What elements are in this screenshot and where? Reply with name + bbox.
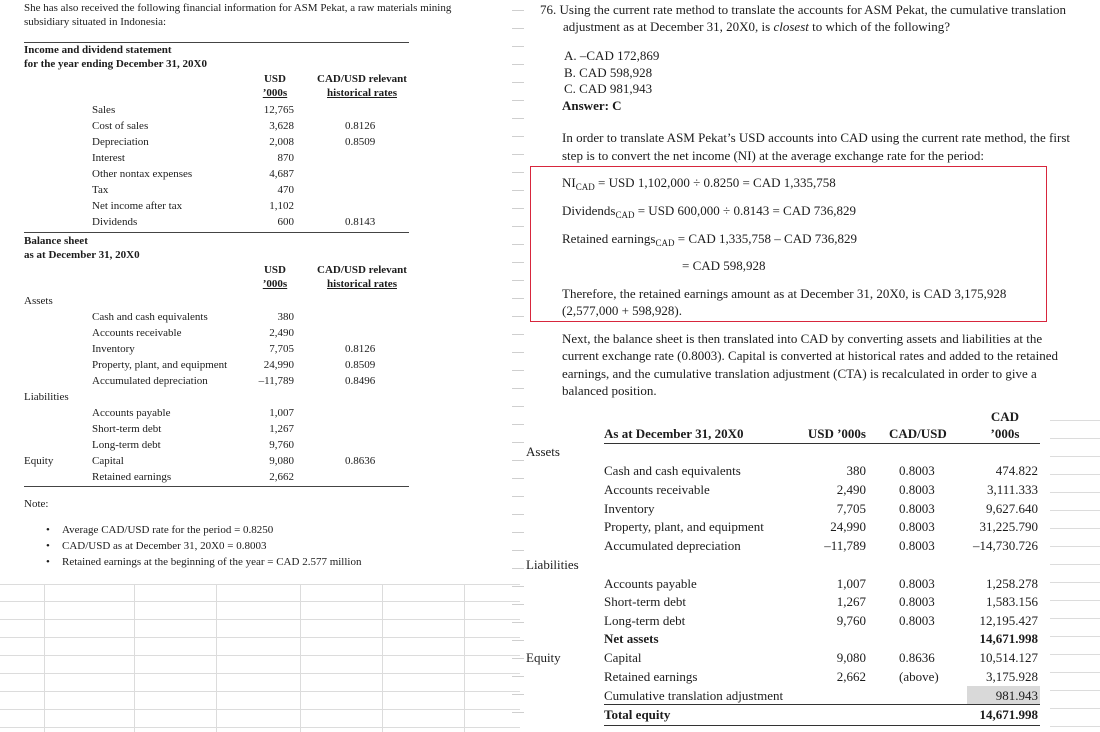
note-label: Note: [24, 498, 49, 510]
formula-result: = CAD 598,928 [682, 258, 766, 273]
table-row-usd: 9,080 [269, 455, 294, 467]
bullet-icon: • [46, 540, 50, 552]
formula-retained: Retained earnings$_{CAD}$ = CAD 1,335,758 – CAD 736,829 [562, 231, 857, 248]
col-cad: CAD [990, 409, 1020, 424]
conclusion-line-2: (2,577,000 + 598,928). [562, 303, 682, 318]
balance-title: Balance sheet [24, 235, 88, 247]
table-row-label: Retained earnings [604, 669, 698, 684]
table-row-usd: 380 [277, 311, 294, 323]
table-row-rate: 0.8003 [899, 463, 935, 478]
intro-line-2: subsidiary situated in Indonesia: [24, 16, 167, 28]
formula-ni: $NI_{CAD}$ = USD 1,102,000 ÷ 0.8250 = CAD 1,335,758 [562, 175, 836, 192]
balance-col-usd-unit: ’000s [262, 278, 288, 290]
table-row-cad: 9,627.640 [986, 501, 1038, 516]
table-row-label: Net income after tax [92, 200, 183, 212]
table-row-label: Accounts payable [604, 576, 697, 591]
table-row-rate: 0.8003 [899, 482, 935, 497]
next-para-line-2: current exchange rate (0.8003). Capital is converted at historical rates and added to the retained [562, 348, 1058, 363]
total-equity-value: 14,671.998 [979, 707, 1038, 722]
table-row-label: Dividends [92, 216, 138, 228]
col-cad-unit: ’000s [990, 426, 1020, 441]
table-row-label: Accounts receivable [92, 327, 182, 339]
table-row-usd: 2,662 [269, 471, 294, 483]
table-row-label: Short-term debt [604, 594, 686, 609]
table-row-rate: 0.8003 [899, 538, 935, 553]
next-para-line-3: earnings, and the cumulative translation adjustment (CTA) is recalculated in order to give a [562, 366, 1037, 381]
table-row-label: Accounts receivable [604, 482, 710, 497]
table-row-usd: 470 [277, 184, 294, 196]
income-title: Income and dividend statement [24, 44, 172, 56]
income-col-usd: USD [263, 73, 286, 85]
table-row-label: Capital [604, 650, 642, 665]
bullet-icon: • [46, 524, 50, 536]
col-usd: USD ’000s [807, 426, 866, 441]
liabilities-label: Liabilities [24, 391, 69, 403]
table-row-rate: 0.8509 [345, 359, 376, 371]
table-row-label: Short-term debt [92, 423, 162, 435]
col-title: As at December 31, 20X0 [604, 426, 744, 441]
equity-label: Equity [24, 455, 54, 467]
table-row-label: Depreciation [92, 136, 149, 148]
table-row-label: Long-term debt [604, 613, 686, 628]
table-row-rate: 0.8509 [345, 136, 376, 148]
table-row-usd: 380 [846, 463, 866, 478]
table-row-label: Inventory [92, 343, 135, 355]
income-col-rate-sub: historical rates [327, 87, 397, 99]
table-row-usd: 9,760 [836, 613, 866, 628]
table-row-usd: 1,007 [269, 407, 294, 419]
table-row-label: Tax [92, 184, 109, 196]
table-row-usd: 7,705 [836, 501, 866, 516]
table-row-label: Cash and cash equivalents [92, 311, 208, 323]
balance-subtitle: as at December 31, 20X0 [24, 249, 140, 261]
table-row-label: Long-term debt [92, 439, 161, 451]
income-col-usd-unit: ’000s [262, 87, 288, 99]
cta-value: 981.943 [995, 688, 1038, 703]
table-row-cad: 1,258.278 [986, 576, 1038, 591]
table-row-usd: 24,990 [830, 519, 866, 534]
intro-line-1: She has also received the following financial information for ASM Pekat, a raw materials mining [24, 2, 452, 14]
table-row-usd: 2,490 [836, 482, 866, 497]
next-para-line-1: Next, the balance sheet is then translated into CAD by converting assets and liabilities at the [562, 331, 1043, 346]
table-row-label: Property, plant, and equipment [604, 519, 764, 534]
table-row-usd: –11,789 [824, 538, 866, 553]
table-row-cad: 31,225.790 [979, 519, 1038, 534]
table-row-usd: 7,705 [269, 343, 294, 355]
question-line-1: 76. Using the current rate method to translate the accounts for ASM Pekat, the cumulative translation [540, 2, 1066, 17]
table-row-rate: 0.8636 [899, 650, 935, 665]
table-row-cad: 3,175.928 [986, 669, 1038, 684]
table-row-usd: 9,760 [269, 439, 294, 451]
table-row-cad: –14,730.726 [973, 538, 1038, 553]
table-row-rate: 0.8003 [899, 594, 935, 609]
table-row-label: Accumulated depreciation [92, 375, 208, 387]
table-row-rate: (above) [899, 669, 939, 684]
assets-label: Assets [526, 444, 560, 459]
bullet-icon: • [46, 556, 50, 568]
table-row-usd: 4,687 [269, 168, 294, 180]
table-row-label: Property, plant, and equipment [92, 359, 228, 371]
col-rate: CAD/USD [889, 426, 947, 441]
conclusion-line-1: Therefore, the retained earnings amount as at December 31, 20X0, is CAD 3,175,928 [562, 286, 1007, 301]
option-a: A. –CAD 172,869 [564, 48, 660, 63]
table-row-rate: 0.8126 [345, 343, 376, 355]
explanation-line-2: step is to convert the net income (NI) at the average exchange rate for the period: [562, 148, 984, 163]
table-row-rate: 0.8143 [345, 216, 376, 228]
table-row-usd: 1,267 [836, 594, 866, 609]
income-subtitle: for the year ending December 31, 20X0 [24, 58, 207, 70]
table-row-usd: –11,789 [258, 375, 294, 387]
table-row-label: Cash and cash equivalents [604, 463, 741, 478]
income-col-rate: CAD/USD relevant [317, 73, 407, 85]
formula-dividends: Dividends$_{CAD}$ = USD 600,000 ÷ 0.8143 = CAD 736,829 [562, 203, 856, 220]
question-line-2: adjustment as at December 31, 20X0, is closest to which of the following? [563, 19, 951, 34]
table-row-label: Accumulated depreciation [604, 538, 741, 553]
table-row-usd: 2,662 [836, 669, 866, 684]
table-row-cad: 474.822 [995, 463, 1038, 478]
table-row-label: Retained earnings [92, 471, 172, 483]
balance-col-usd: USD [263, 264, 286, 276]
assets-label: Assets [24, 295, 53, 307]
table-row-rate: 0.8003 [899, 576, 935, 591]
explanation-line-1: In order to translate ASM Pekat’s USD accounts into CAD using the current rate method, the first [562, 130, 1070, 145]
table-row-rate: 0.8636 [345, 455, 376, 467]
table-row-rate: 0.8496 [345, 375, 376, 387]
table-row-usd: 3,628 [269, 120, 294, 132]
table-row-usd: 9,080 [836, 650, 866, 665]
table-row-cad: 3,111.333 [986, 482, 1038, 497]
balance-col-rate: CAD/USD relevant [317, 264, 407, 276]
table-row-label: Accounts payable [92, 407, 171, 419]
option-c: C. CAD 981,943 [564, 81, 653, 96]
list-item: Average CAD/USD rate for the period = 0.8250 [62, 524, 274, 536]
table-row-label: Sales [92, 104, 116, 116]
table-row-usd: 12,765 [263, 104, 294, 116]
answer: Answer: C [562, 98, 622, 113]
table-row-label: Interest [92, 152, 125, 164]
table-row-rate: 0.8126 [345, 120, 376, 132]
net-assets-label: Net assets [604, 631, 659, 646]
table-row-rate: 0.8003 [899, 613, 935, 628]
table-row-usd: 1,102 [269, 200, 294, 212]
table-row-label: Cost of sales [92, 120, 149, 132]
list-item: Retained earnings at the beginning of the year = CAD 2.577 million [62, 556, 362, 568]
table-row-label: Inventory [604, 501, 655, 516]
liabilities-label: Liabilities [526, 557, 579, 572]
table-row-rate: 0.8003 [899, 501, 935, 516]
net-assets-value: 14,671.998 [979, 631, 1038, 646]
equity-label: Equity [526, 650, 561, 665]
table-row-usd: 24,990 [263, 359, 294, 371]
table-row-label: Cumulative translation adjustment [604, 688, 784, 703]
table-row-cad: 12,195.427 [979, 613, 1038, 628]
next-para-line-4: balanced position. [562, 383, 657, 398]
table-row-usd: 870 [277, 152, 294, 164]
table-row-label: Capital [92, 455, 124, 467]
table-row-usd: 1,267 [269, 423, 294, 435]
table-row-usd: 2,008 [269, 136, 294, 148]
table-row-usd: 600 [277, 216, 294, 228]
table-row-cad: 10,514.127 [979, 650, 1038, 665]
table-row-usd: 2,490 [269, 327, 294, 339]
table-row-usd: 1,007 [836, 576, 866, 591]
total-equity-label: Total equity [604, 707, 671, 722]
table-row-label: Other nontax expenses [92, 168, 193, 180]
table-row-cad: 1,583.156 [986, 594, 1038, 609]
option-b: B. CAD 598,928 [564, 65, 653, 80]
list-item: CAD/USD as at December 31, 20X0 = 0.8003 [62, 540, 267, 552]
table-row-rate: 0.8003 [899, 519, 935, 534]
balance-col-rate-sub: historical rates [327, 278, 397, 290]
